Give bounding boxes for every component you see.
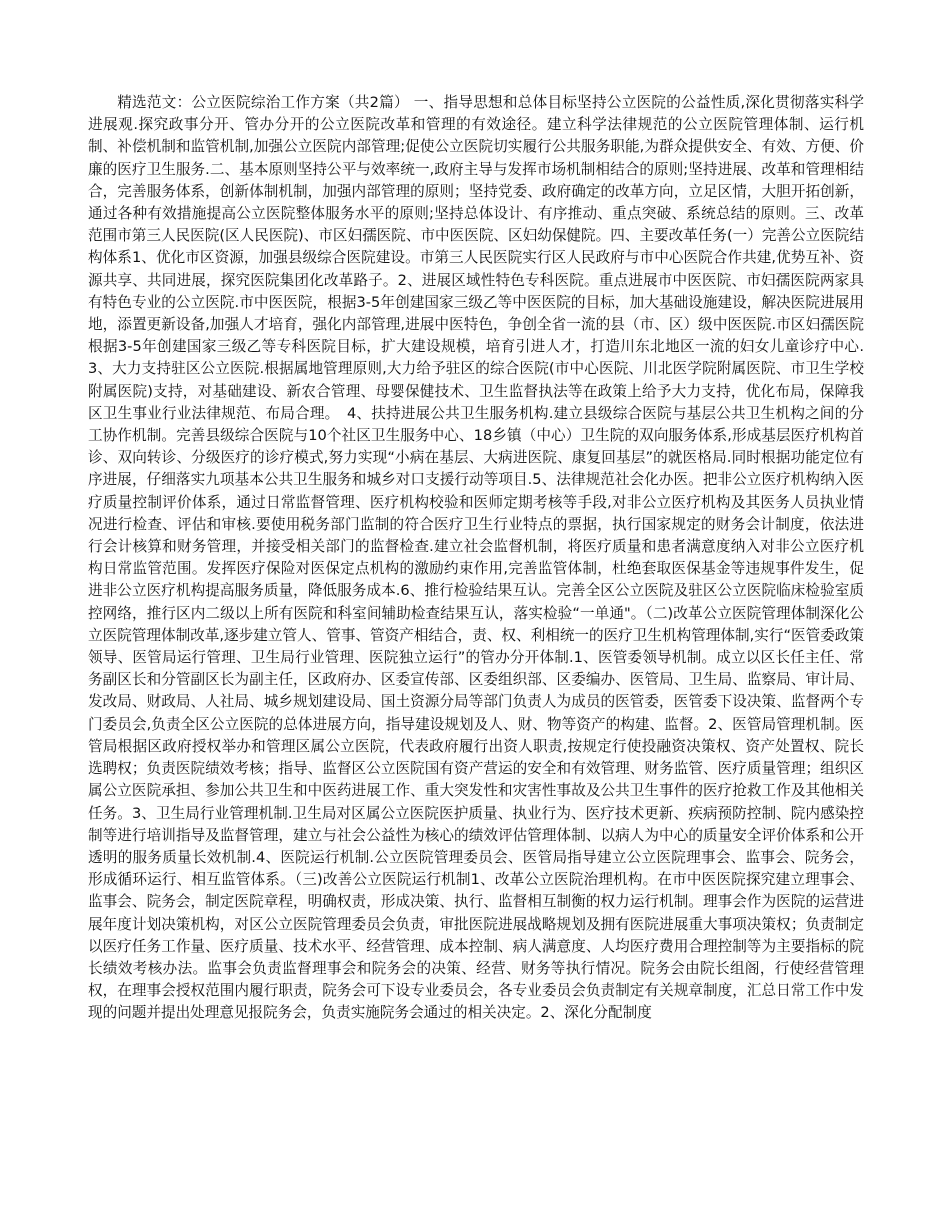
document-body-text: 精选范文：公立医院综治工作方案（共2篇） 一、指导思想和总体目标坚持公立医院的公益性质,深化贯彻落实科学进展观.探究政事分开、管办分开的公立医院改革和管理的有效途径。建立科学法律规范的公立医院管理体制、运行机制、补偿机制和监管机制,加强公立医院内部管理;促使公立医院切实履行公共服务职能,为群众提供安全、有效、方便、价廉的医疗卫生服务.二、基本原则坚持公平与效率统一,政府主导与发挥市场机制相结合的原则;坚持进展、改革和管理相结合，完善服务体系，创新体制机制，加强内部管理的原则；坚持党委、政府确定的改革方向，立足区情，大胆开拓创新，通过各种有效措施提高公立医院整体服务水平的原则;坚持总体设计、有序推动、重点突破、系统总结的原则。三、改革范围市第三人民医院(区人民医院)、市区妇孺医院、市中医医院、区妇幼保健院。四、主要改革任务(一）完善公立医院结构体系1、优化市区资源，加强县级综合医院建设。市第三人民医院实行区人民政府与市中心医院合作共建,优势互补、资源共享、共同进展，探究医院集团化改革路子。2、进展区域性特色专科医院。重点进展市中医医院、市妇孺医院两家具有特色专业的公立医院.市中医医院，根据3-5年创建国家三级乙等中医医院的目标，加大基础设施建设，解决医院进展用地，添置更新设备,加强人才培育，强化内部管理,进展中医特色，争创全省一流的县（市、区）级中医医院.市区妇孺医院根据3-5年创建国家三级乙等专科医院目标，扩大建设规模，培育引进人才，打造川东北地区一流的妇女儿童诊疗中心.3、大力支持驻区公立医院.根据属地管理原则,大力给予驻区的综合医院(市中心医院、川北医学院附属医院、市卫生学校附属医院)支持，对基础建设、新农合管理、母婴保健技术、卫生监督执法等在政策上给予大力支持，优化布局，保障我区卫生事业行业法律规范、布局合理。 4、扶持进展公共卫生服务机构.建立县级综合医院与基层公共卫生机构之间的分工协作机制。完善县级综合医院与10个社区卫生服务中心、18乡镇（中心）卫生院的双向服务体系,形成基层医疗机构首诊、双向转诊、分级医疗的诊疗模式,努力实现“小病在基层、大病进医院、康复回基层”的就医格局.同时根据功能定位有序进展，仔细落实九项基本公共卫生服务和城乡对口支援行动等项目.5、法律规范社会化办医。把非公立医疗机构纳入医疗质量控制评价体系，通过日常监督管理、医疗机构校验和医师定期考核等手段,对非公立医疗机构及其医务人员执业情况进行检查、评估和审核.要使用税务部门监制的符合医疗卫生行业特点的票据，执行国家规定的财务会计制度，依法进行会计核算和财务管理，并接受相关部门的监督检查.建立社会监督机制，将医疗质量和患者满意度纳入对非公立医疗机构日常监管范围。发挥医疗保险对医保定点机构的激励约束作用,完善监管体制，杜绝套取医保基金等违规事件发生，促进非公立医疗机构提高服务质量，降低服务成本.6、推行检验结果互认。完善全区公立医院及驻区公立医院临床检验室质控网络，推行区内二级以上所有医院和科室间辅助检查结果互认，落实检验“一单通"。（二)改革公立医院管理体制深化公立医院管理体制改革,逐步建立管人、管事、管资产相结合，责、权、利相统一的医疗卫生机构管理体制,实行“医管委政策领导、医管局运行管理、卫生局行业管理、医院独立运行”的管办分开体制.1、医管委领导机制。成立以区长任主任、常务副区长和分管副区长为副主任，区政府办、区委宣传部、区委组织部、区委编办、医管局、卫生局、监察局、审计局、发改局、财政局、人社局、城乡规划建设局、国土资源分局等部门负责人为成员的医管委，医管委下设决策、监督两个专门委员会,负责全区公立医院的总体进展方向，指导建设规划及人、财、物等资产的构建、监督。2、医管局管理机制。医管局根据区政府授权举办和管理区属公立医院，代表政府履行出资人职责,按规定行使投融资决策权、资产处置权、院长选聘权；负责医院绩效考核；指导、监督区公立医院国有资产营运的安全和有效管理、财务监管、医疗质量管理；组织区属公立医院承担、参加公共卫生和中医药进展工作、重大突发性和灾害性事故及公共卫生事件的医疗抢救工作及其他相关任务。3、卫生局行业管理机制.卫生局对区属公立医院医护质量、执业行为、医疗技术更新、疾病预防控制、院内感染控制等进行培训指导及监督管理，建立与社会公益性为核心的绩效评估管理体制、以病人为中心的质量安全评价体系和公开透明的服务质量长效机制.4、医院运行机制.公立医院管理委员会、医管局指导建立公立医院理事会、监事会、院务会，形成循环运行、相互监管体系。（三)改善公立医院运行机制1、改革公立医院治理机构。在市中医医院探究建立理事会、监事会、院务会，制定医院章程，明确权责，形成决策、执行、监督相互制衡的权力运行机制。理事会作为医院的运营进展年度计划决策机构，对区公立医院管理委员会负责，审批医院进展战略规划及拥有医院进展重大事项决策权；负责制定以医疗任务工作量、医疗质量、技术水平、经营管理、成本控制、病人满意度、人均医疗费用合理控制等为主要指标的院长绩效考核办法。监事会负责监督理事会和院务会的决策、经营、财务等执行情况。院务会由院长组阁，行使经营管理权，在理事会授权范围内履行职责，院务会可下设专业委员会，各专业委员会负责制定有关规章制度，汇总日常工作中发现的问题并提出处理意见报院务会，负责实施院务会通过的相关决定。2、深化分配制度 [88,94,864,1022]
